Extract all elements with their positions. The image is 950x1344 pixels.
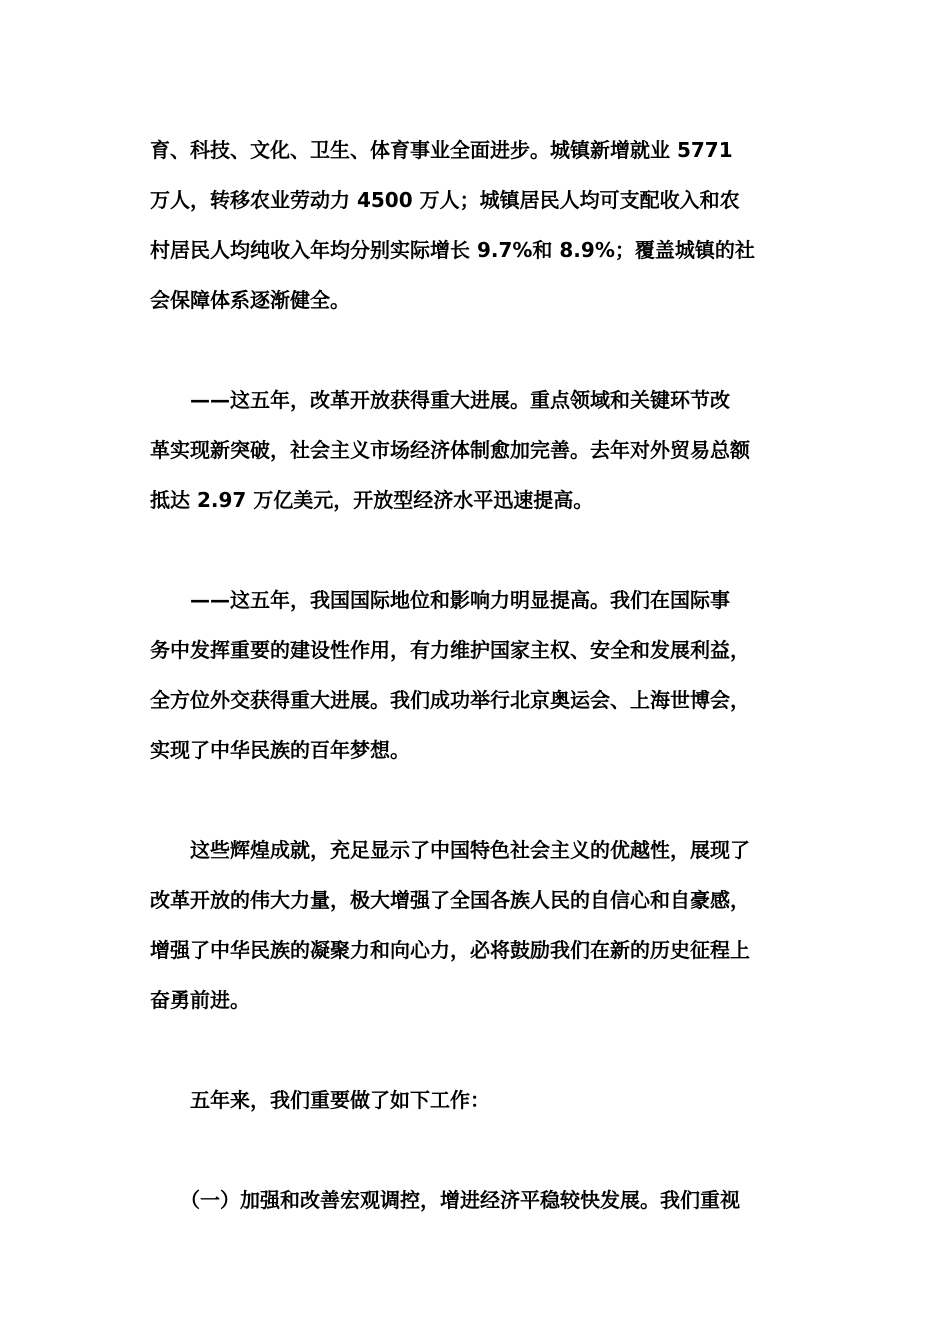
paragraph-section-one [150, 1175, 800, 1225]
text-line: 这些辉煌成就，充足显示了中国特色社会主义的优越性，展现了 [150, 838, 750, 862]
text-line: 会保障体系逐渐健全。 [150, 288, 350, 312]
text-line: （一）加强和改善宏观调控，增进经济平稳较快发展。我们重视 [150, 1188, 740, 1212]
text-line: 全方位外交获得重大进展。我们成功举行北京奥运会、上海世博会， [150, 688, 750, 712]
text-line: 育、科技、文化、卫生、体育事业全面进步。城镇新增就业 5771 [150, 138, 733, 162]
text-line: 改革开放的伟大力量，极大增强了全国各族人民的自信心和自豪感， [150, 888, 750, 912]
text-line: ——这五年，改革开放获得重大进展。重点领域和关键环节改 [150, 388, 730, 412]
text-line: 村居民人均纯收入年均分别实际增长 9.7%和 8.9%；覆盖城镇的社 [150, 238, 755, 262]
paragraph-achievements [150, 825, 800, 1025]
paragraph-social-progress [150, 125, 800, 325]
text-line: 增强了中华民族的凝聚力和向心力，必将鼓励我们在新的历史征程上 [150, 938, 750, 962]
paragraph-work-intro [150, 1075, 800, 1125]
paragraph-reform-opening [150, 375, 800, 525]
text-line: 务中发挥重要的建设性作用，有力维护国家主权、安全和发展利益， [150, 638, 750, 662]
text-line: 实现了中华民族的百年梦想。 [150, 738, 410, 762]
text-line: 五年来，我们重要做了如下工作： [150, 1088, 490, 1112]
text-line: 奋勇前进。 [150, 988, 250, 1012]
text-line: 抵达 2.97 万亿美元，开放型经济水平迅速提高。 [150, 488, 594, 512]
text-line: 革实现新突破，社会主义市场经济体制愈加完善。去年对外贸易总额 [150, 438, 750, 462]
text-line: ——这五年，我国国际地位和影响力明显提高。我们在国际事 [150, 588, 730, 612]
text-line: 万人，转移农业劳动力 4500 万人；城镇居民人均可支配收入和农 [150, 188, 740, 212]
paragraph-international-status [150, 575, 800, 775]
